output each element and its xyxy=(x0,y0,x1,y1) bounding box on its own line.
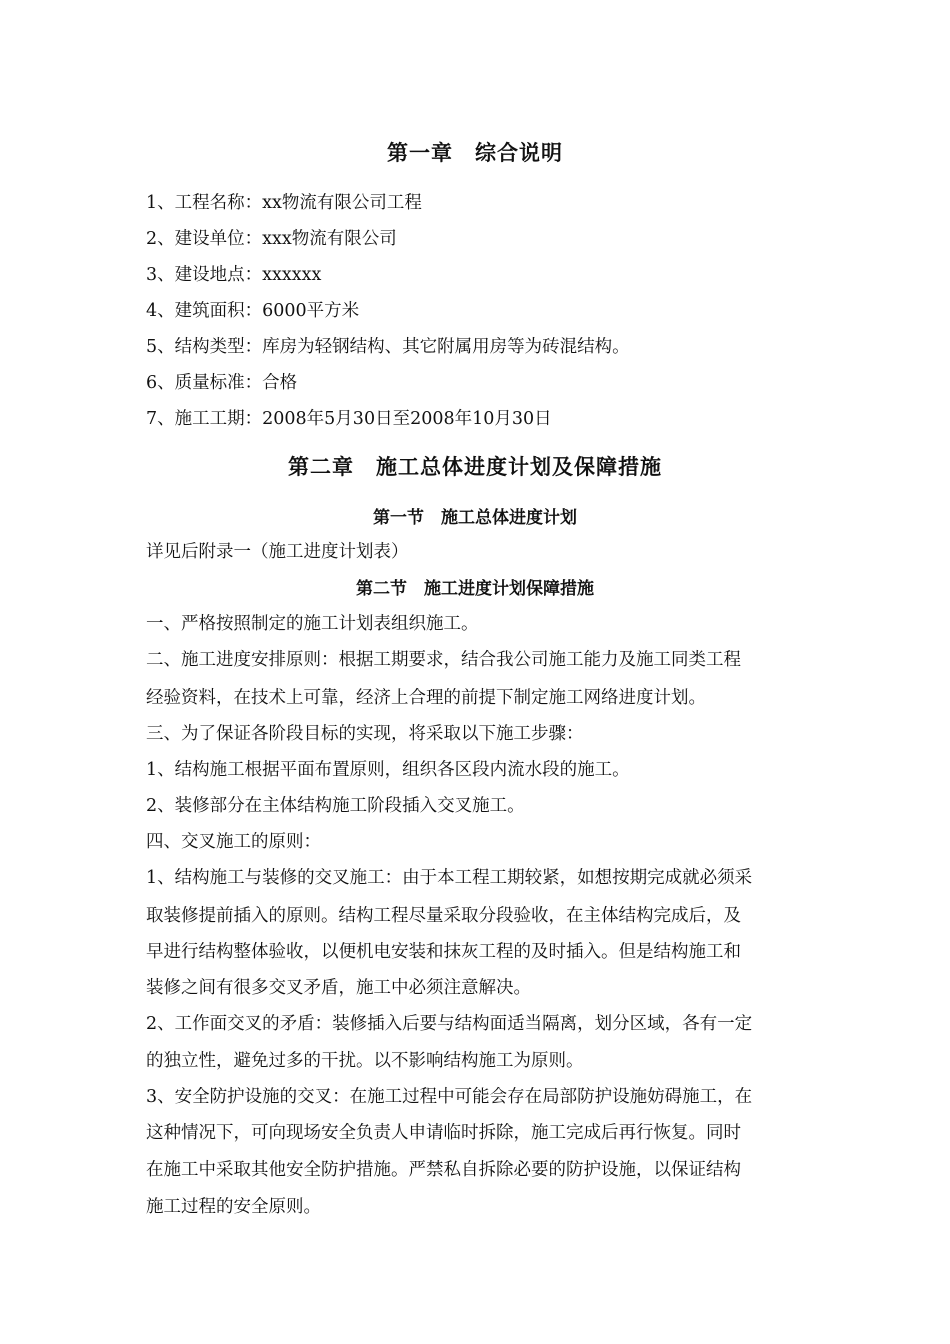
body-line: 二、施工进度安排原则：根据工期要求，结合我公司施工能力及施工同类工程 xyxy=(146,650,741,670)
body-line: 这种情况下，可向现场安全负责人申请临时拆除，施工完成后再行恢复。同时 xyxy=(146,1123,741,1143)
body-line: 经验资料，在技术上可靠，经济上合理的前提下制定施工网络进度计划。 xyxy=(146,688,706,708)
body-line: 施工过程的安全原则。 xyxy=(146,1197,321,1217)
chapter-1-title: 第一章 综合说明 xyxy=(387,141,563,165)
info-line: 5、结构类型：库房为轻钢结构、其它附属用房等为砖混结构。 xyxy=(146,337,630,357)
section-2-title: 第二节 施工进度计划保障措施 xyxy=(356,579,594,599)
body-line: 三、为了保证各阶段目标的实现，将采取以下施工步骤： xyxy=(146,724,584,744)
section-1-text: 详见后附录一（施工进度计划表） xyxy=(146,542,409,562)
info-line: 4、建筑面积：6000平方米 xyxy=(146,301,360,321)
info-line: 3、建设地点：xxxxxx xyxy=(146,265,322,285)
chapter-2-title: 第二章 施工总体进度计划及保障措施 xyxy=(288,455,662,479)
info-line: 1、工程名称：xx物流有限公司工程 xyxy=(146,193,422,213)
info-line: 2、建设单位：xxx物流有限公司 xyxy=(146,229,397,249)
body-line: 一、严格按照制定的施工计划表组织施工。 xyxy=(146,614,479,634)
body-line: 早进行结构整体验收，以便机电安装和抹灰工程的及时插入。但是结构施工和 xyxy=(146,942,741,962)
info-line: 7、施工工期：2008年5月30日至2008年10月30日 xyxy=(146,409,552,429)
body-line: 四、交叉施工的原则： xyxy=(146,832,321,852)
body-line: 在施工中采取其他安全防护措施。严禁私自拆除必要的防护设施，以保证结构 xyxy=(146,1160,741,1180)
body-line: 1、结构施工与装修的交叉施工：由于本工程工期较紧，如想按期完成就必须采 xyxy=(146,868,753,888)
body-line: 的独立性，避免过多的干扰。以不影响结构施工为原则。 xyxy=(146,1051,584,1071)
body-line: 装修之间有很多交叉矛盾，施工中必须注意解决。 xyxy=(146,978,531,998)
body-line: 2、工作面交叉的矛盾：装修插入后要与结构面适当隔离，划分区域，各有一定 xyxy=(146,1014,753,1034)
info-line: 6、质量标准：合格 xyxy=(146,373,298,393)
body-line: 取装修提前插入的原则。结构工程尽量采取分段验收，在主体结构完成后，及 xyxy=(146,906,741,926)
body-line: 1、结构施工根据平面布置原则，组织各区段内流水段的施工。 xyxy=(146,760,630,780)
section-1-title: 第一节 施工总体进度计划 xyxy=(373,508,577,528)
body-line: 3、安全防护设施的交叉：在施工过程中可能会存在局部防护设施妨碍施工，在 xyxy=(146,1087,753,1107)
body-line: 2、装修部分在主体结构施工阶段插入交叉施工。 xyxy=(146,796,525,816)
